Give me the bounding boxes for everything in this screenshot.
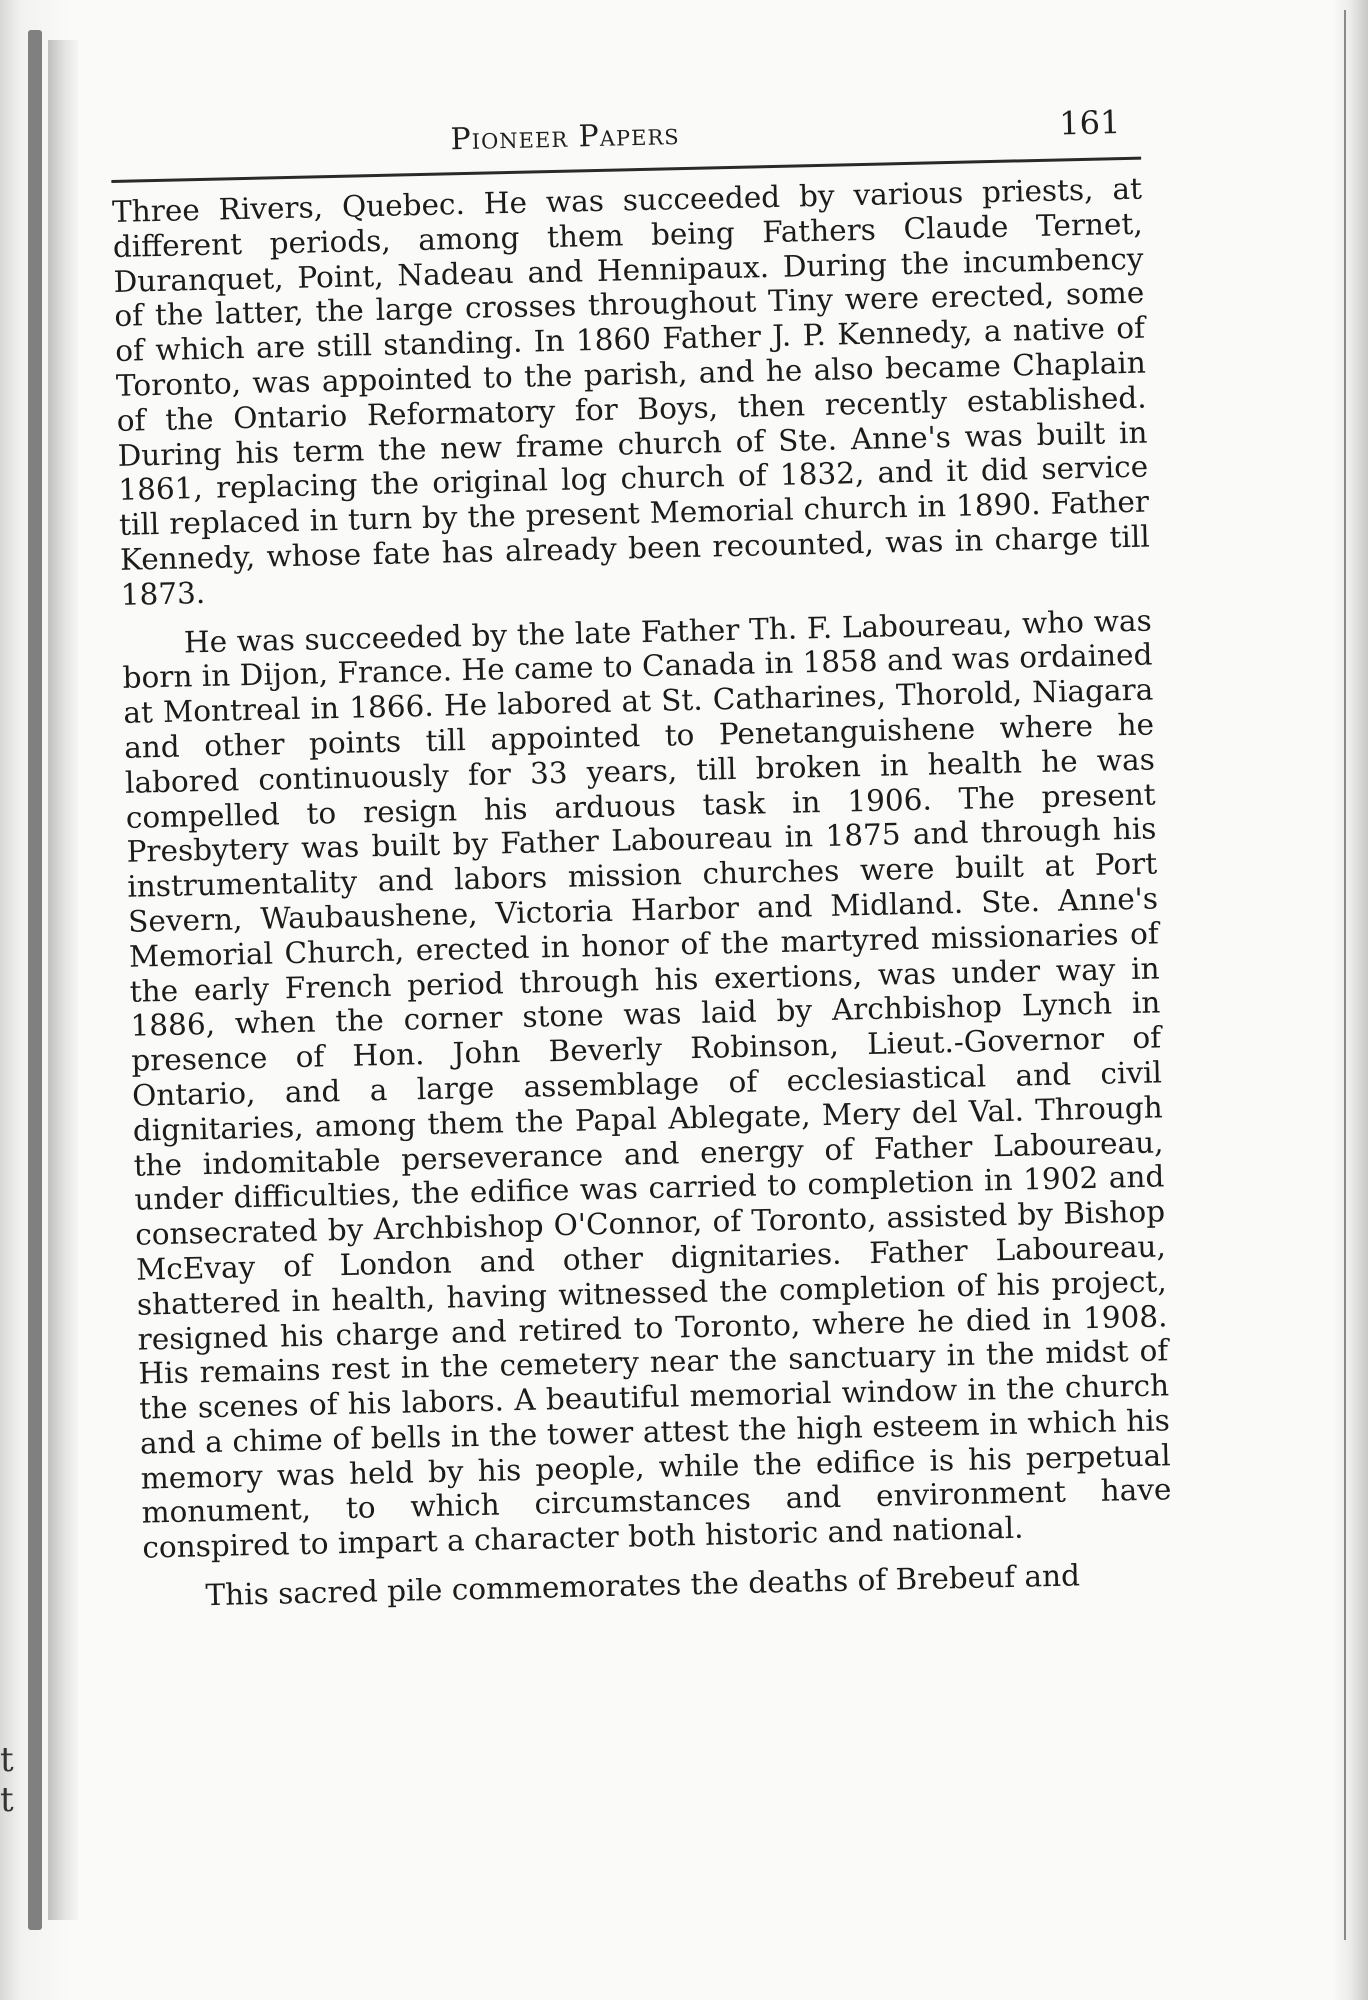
page-gutter [48,40,78,1920]
paragraph: He was succeeded by the late Father Th. F. Laboureau, who was born in Dijon, France. He came to Canada in 1858 and was ordained at Montreal in 1866. He labored at St. Catharines, Thorold, Niagara and other points till appointed to Penetanguishene where he labored continuously for 33 years, till broken in health he was compelled to resign his arduous task in 1906. The present Presbytery was built by Father Laboureau in 1875 and through his instrumentality and labors mission churches were built at Port Severn, Waubaushene, Victoria Harbor and Midland. Ste. Anne's Memorial Church, erected in honor of the martyred missionaries of the early French period through his exertions, was under way in 1886, when the corner stone was laid by Archbishop Lynch in presence of Hon. John Beverly Robinson, Lieut.-Governor of Ontario, and a large assemblage of ecclesiastical and civil dignitaries, among them the Papal Ablegate, Mery del Val. Through the indomitable perseverance and energy of Father Laboureau, under difficulties, the edifice was carried to completion in 1902 and consecrated by Archbishop O'Connor, of Toronto, assisted by Bishop McEvay of London and other dignitaries. Father Laboureau, shattered in health, having witnessed the completion of his project, resigned his charge and retired to Toronto, where he died in 1908. His remains rest in the cemetery near the sanctuary in the midst of the scenes of his labors. A beautiful memorial window in the church and a chime of bells in the tower attest the high esteem in which his memory was held by his people, while the edifice is his perpetual monument, to which circumstances and environment have conspired to impart a character both historic and national. [122,603,1172,1565]
book-page [110,97,1174,1615]
running-head: Pioneer Papers [450,117,680,158]
page-number: 161 [1058,103,1121,143]
facing-page-letter: t [0,1740,14,1780]
page-header [110,97,1141,183]
page-right-edge-shadow [1332,0,1368,2000]
book-spine [28,30,42,1930]
paragraph: Three Rivers, Quebec. He was succeeded by various priests, at different periods, among them being Fathers Claude Ternet, Duranquet, Point, Nadeau and Hennipaux. During the incumbency of the latter, the large crosses throughout Tiny were erected, some of which are still standing. In 1860 Father J. P. Kennedy, a native of Toronto, was appointed to the parish, and he also became Chaplain of the Ontario Reformatory for Boys, then recently established. During his term the new frame church of Ste. Anne's was built in 1861, replacing the original log church of 1832, and it did service till replaced in turn by the present Memorial church in 1890. Father Kennedy, whose fate has already been recounted, was in charge till 1873. [111,171,1151,612]
body-text [112,172,1174,1615]
facing-page-letter: t [0,1780,14,1820]
page-right-edge [1344,10,1346,1940]
facing-page-fragment [0,1740,22,1820]
paragraph: This sacred pile commemorates the deaths of Brebeuf and [205,1558,1081,1613]
